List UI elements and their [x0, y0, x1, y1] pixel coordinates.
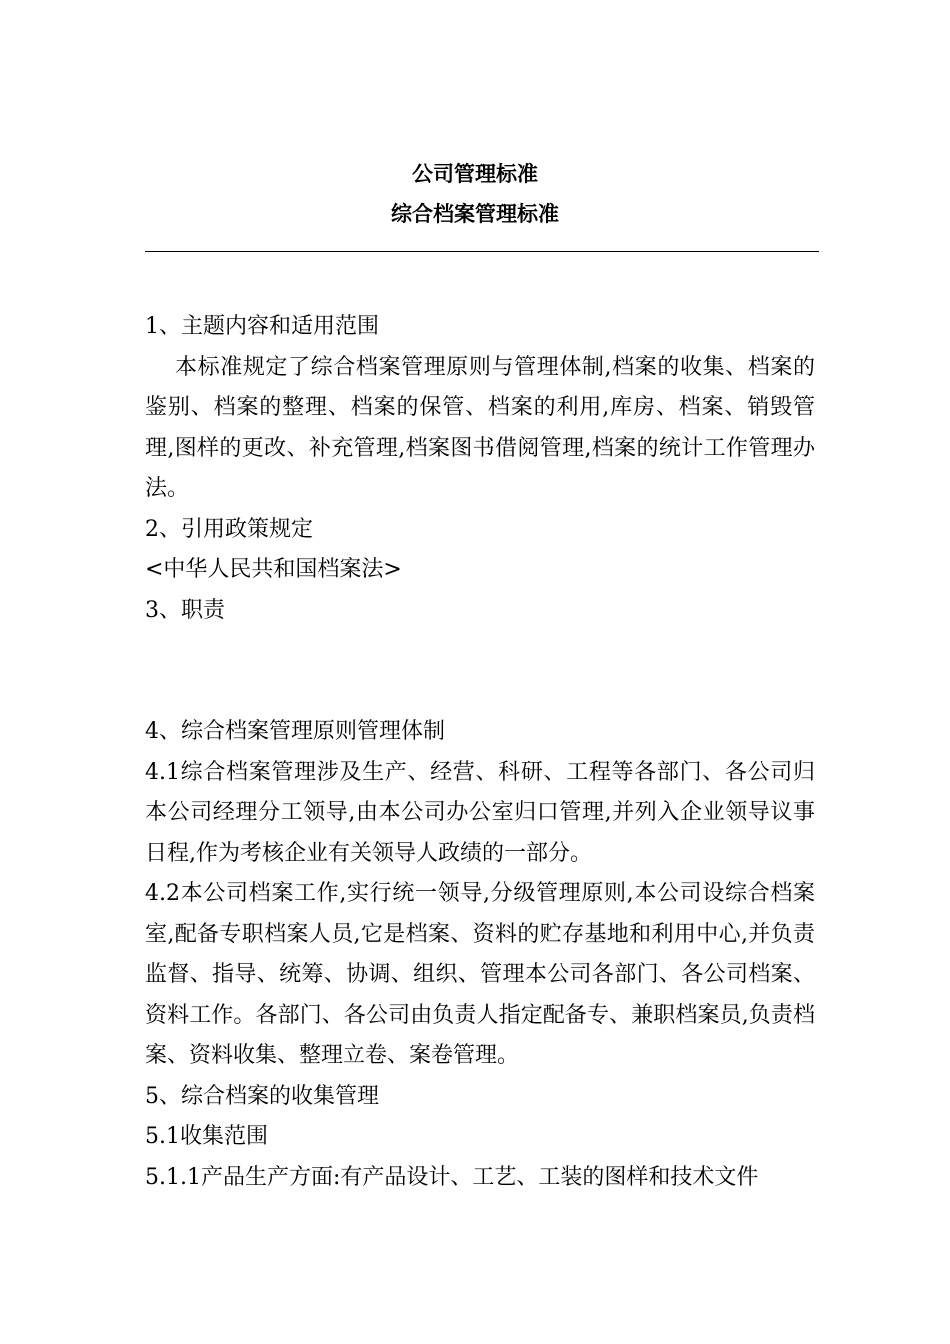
- title-divider: [145, 251, 819, 252]
- document-body: [145, 307, 815, 1198]
- section-1-heading: 1、主题内容和适用范围: [145, 314, 379, 339]
- section-2-reference: <中华人民共和国档案法>: [145, 557, 402, 582]
- section-1-paragraph: 本标准规定了综合档案管理原则与管理体制,档案的收集、档案的鉴别、档案的整理、档案的保管、档案的利用,库房、档案、销毁管理,图样的更改、补充管理,档案图书借阅管理,档案的统计工作管理办法。: [145, 354, 815, 501]
- section-5-heading: 5、综合档案的收集管理: [145, 1083, 379, 1109]
- section-4-2-paragraph: 4.2本公司档案工作,实行统一领导,分级管理原则,本公司设综合档案室,配备专职档案人员,它是档案、资料的贮存基地和利用中心,并负责监督、指导、统筹、协调、组织、管理本公司各部门、各公司档案、资料工作。各部门、各公司由负责人指定配备专、兼职档案员,负责档案、资料收集、整理立卷、案卷管理。: [145, 881, 815, 1068]
- section-4-1-paragraph: 4.1综合档案管理涉及生产、经营、科研、工程等各部门、各公司归本公司经理分工领导,由本公司办公室归口管理,并列入企业领导议事日程,作为考核企业有关领导人政绩的一部分。: [145, 759, 815, 866]
- document-title: 公司管理标准: [412, 162, 538, 186]
- blank-space: [145, 631, 815, 712]
- section-5-1-heading: 5.1收集范围: [145, 1124, 268, 1149]
- section-4-heading: 4、综合档案管理原则管理体制: [145, 719, 445, 744]
- section-3-heading: 3、职责: [145, 597, 225, 623]
- section-5-1-1-paragraph: 5.1.1产品生产方面:有产品设计、工艺、工装的图样和技术文件: [145, 1164, 759, 1190]
- document-subtitle: 综合档案管理标准: [391, 202, 559, 226]
- section-2-heading: 2、引用政策规定: [145, 516, 313, 542]
